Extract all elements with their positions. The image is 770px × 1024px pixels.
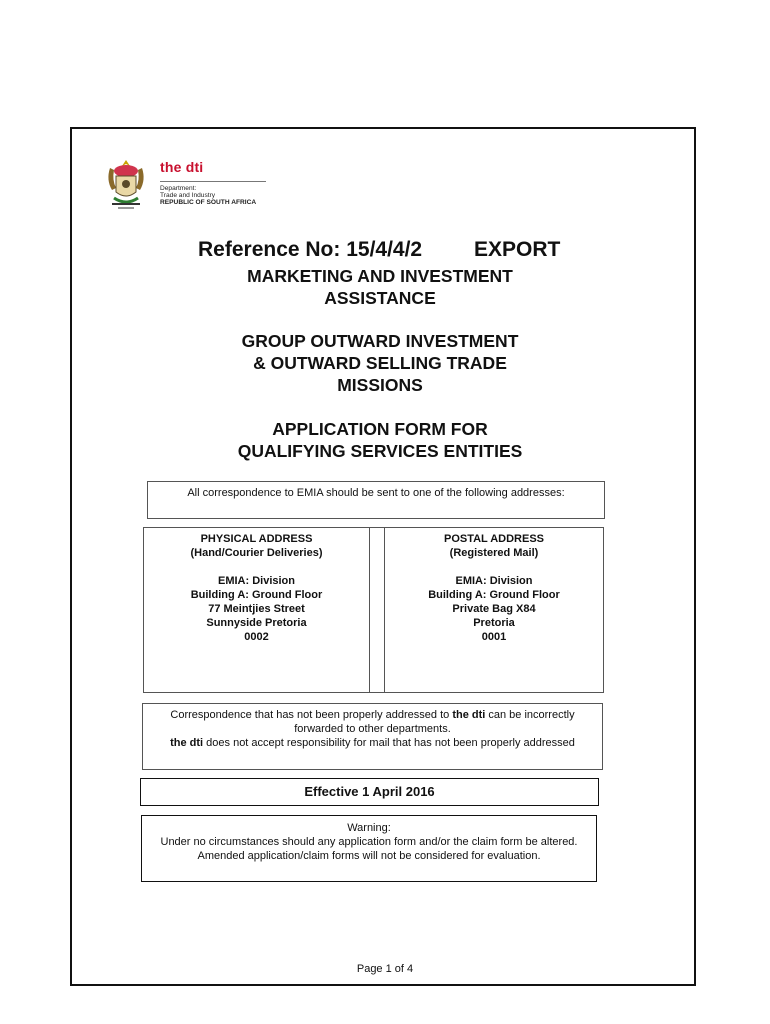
notice-bold: the dti xyxy=(452,709,486,721)
address-subheading: (Hand/Courier Deliveries) xyxy=(190,547,323,559)
dti-logo xyxy=(104,158,274,214)
address-line: EMIA: Division xyxy=(455,575,533,587)
physical-address xyxy=(144,528,369,696)
notice-text: does not accept responsibility for mail that has not been properly addressed xyxy=(203,737,575,749)
column-divider xyxy=(369,528,370,692)
country-line: REPUBLIC OF SOUTH AFRICA xyxy=(160,199,257,207)
notice-bold: the dti xyxy=(170,737,204,749)
address-table xyxy=(143,527,604,693)
address-line: 0001 xyxy=(481,631,507,643)
address-subheading: (Registered Mail) xyxy=(449,547,539,559)
brand-name: the dti xyxy=(160,159,204,175)
addressing-notice xyxy=(142,703,603,770)
correspondence-instruction: All correspondence to EMIA should be sent to one of the following addresses: xyxy=(147,481,605,519)
title-line: APPLICATION FORM FOR xyxy=(272,419,488,439)
address-line: EMIA: Division xyxy=(217,575,295,587)
department-line: Department: xyxy=(160,185,197,192)
brand-divider xyxy=(160,181,266,182)
mission-title xyxy=(180,330,580,396)
warning-text: Under no circumstances should any application form and/or the claim form be altered. Amended application/claim forms will not be considered for evaluation. xyxy=(160,836,578,862)
address-line: Private Bag X84 xyxy=(452,603,536,615)
warning-heading: Warning: xyxy=(347,822,391,834)
notice-text: can be incorrectly forwarded to other departments. xyxy=(294,709,575,735)
title-line: MISSIONS xyxy=(337,375,423,395)
address-heading: PHYSICAL ADDRESS xyxy=(200,533,313,545)
address-line: Pretoria xyxy=(473,617,515,629)
department-label xyxy=(160,185,256,207)
address-line: 77 Meintjies Street xyxy=(208,603,305,615)
effective-date: Effective 1 April 2016 xyxy=(140,778,599,806)
page-number: Page 1 of 4 xyxy=(356,963,414,975)
title-line: ASSISTANCE xyxy=(324,288,436,308)
programme-title xyxy=(180,265,580,309)
notice-text: Correspondence that has not been properly addressed to xyxy=(170,709,453,721)
reference-number: Reference No: 15/4/4/2 xyxy=(198,238,423,261)
form-title xyxy=(180,418,580,462)
reference-line xyxy=(198,238,578,266)
address-line: 0002 xyxy=(244,631,269,643)
title-line: GROUP OUTWARD INVESTMENT xyxy=(241,331,519,351)
address-line: Sunnyside Pretoria xyxy=(206,617,307,629)
postal-address xyxy=(385,528,603,696)
title-line: & OUTWARD SELLING TRADE xyxy=(253,353,507,373)
coat-of-arms-icon xyxy=(104,158,148,212)
title-line: QUALIFYING SERVICES ENTITIES xyxy=(237,441,523,461)
address-line: Building A: Ground Floor xyxy=(190,589,323,601)
title-line: MARKETING AND INVESTMENT xyxy=(247,266,513,286)
address-heading: POSTAL ADDRESS xyxy=(443,533,545,545)
reference-export: EXPORT xyxy=(474,238,561,261)
department-line: Trade and Industry xyxy=(160,192,216,200)
warning-box xyxy=(141,815,597,882)
address-line: Building A: Ground Floor xyxy=(428,589,560,601)
